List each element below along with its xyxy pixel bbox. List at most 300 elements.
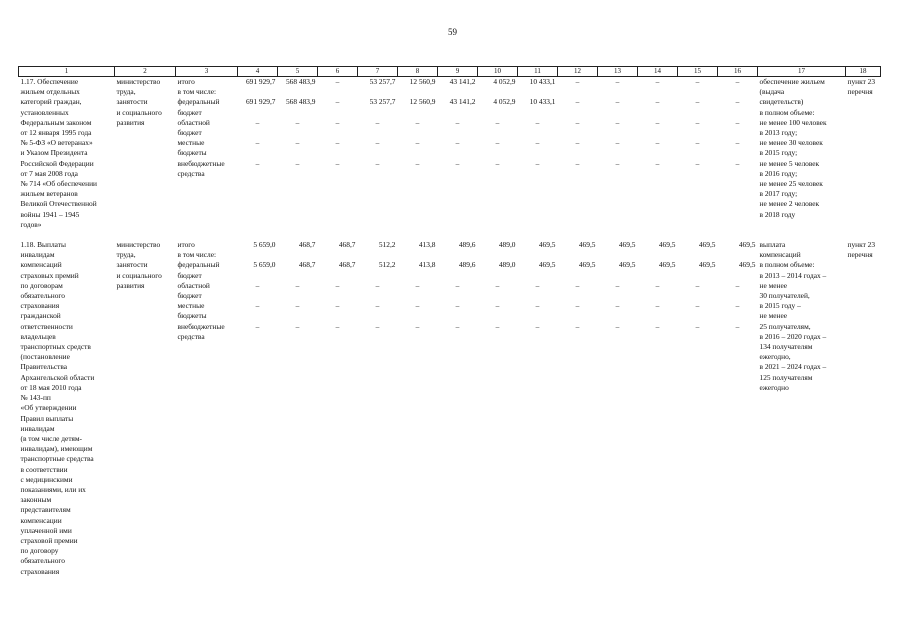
measure-name-line: и Указом Президента	[20, 148, 88, 158]
measure-name-line: инвалидам), имеющим	[20, 444, 93, 454]
value: –	[655, 158, 660, 168]
measure-name-line: ответственности	[20, 321, 73, 331]
expected-result-line: свидетельств)	[759, 97, 804, 107]
column-header: 3	[176, 67, 238, 77]
value: –	[695, 280, 700, 290]
value: –	[295, 301, 300, 311]
responsible-executor-line: развития	[116, 117, 145, 127]
measure-name-line: законным	[20, 495, 52, 505]
value	[480, 87, 516, 97]
funding-source-label-line: в том числе:	[177, 87, 217, 97]
measure-name-line: в соответствии	[20, 464, 68, 474]
value: 43 141,2	[449, 77, 476, 86]
measure-name-line: 1.17. Обеспечение	[20, 77, 79, 86]
measure-name-line: транспортные средства	[20, 454, 94, 464]
value: 10 433,1	[529, 97, 556, 107]
expected-result-line: в 2016 – 2020 годах –	[759, 331, 827, 341]
value: –	[535, 138, 540, 148]
value	[240, 87, 276, 97]
funding-source-label	[178, 301, 236, 321]
measure-name-line: обязательного	[20, 291, 65, 301]
expected-result	[758, 77, 846, 231]
value: 469,5	[698, 240, 716, 250]
table-body	[19, 77, 881, 577]
value: –	[615, 301, 620, 311]
value: –	[375, 280, 380, 290]
funding-source-label	[178, 260, 236, 280]
value: –	[735, 158, 740, 168]
value: –	[255, 301, 260, 311]
measure-name-line: войны 1941 – 1945	[20, 209, 80, 219]
value: –	[495, 280, 500, 290]
value: –	[415, 280, 420, 290]
value: –	[575, 158, 580, 168]
value: –	[415, 138, 420, 148]
column-header: 6	[318, 67, 358, 77]
funding-source-label	[178, 77, 236, 87]
value: –	[575, 77, 580, 86]
value-cell	[558, 77, 598, 231]
measure-name-line: от 7 мая 2008 года	[20, 168, 78, 178]
funding-source-label-line: бюджеты	[177, 311, 207, 321]
value: –	[455, 138, 460, 148]
value-cell	[358, 240, 398, 577]
measure-name-line: № 5-ФЗ «О ветеранах»	[20, 138, 93, 148]
expected-result	[758, 240, 846, 577]
measure-name-line: страхования	[20, 301, 60, 311]
value: –	[615, 97, 620, 107]
measure-name	[19, 240, 115, 577]
reference-line: перечня	[847, 87, 873, 97]
column-header: 1	[19, 67, 115, 77]
value: –	[455, 280, 460, 290]
value: –	[535, 321, 540, 331]
measure-name-line: Архангельской области	[20, 372, 95, 382]
value: –	[615, 138, 620, 148]
funding-sources	[176, 77, 238, 231]
measure-name-line: (в том числе детям-	[20, 433, 82, 443]
value: –	[335, 321, 340, 331]
value	[400, 87, 436, 97]
value: –	[695, 321, 700, 331]
value: –	[535, 301, 540, 311]
measure-name-line: Великой Отечественной	[20, 199, 97, 209]
funding-source-label-line: итого	[177, 240, 195, 250]
value: –	[655, 117, 660, 127]
measure-name-line: категорий граждан,	[20, 97, 82, 107]
value: 413,8	[418, 240, 436, 250]
expected-result-line: 134 получателям	[759, 342, 813, 352]
expected-result-line: в 2021 – 2024 годах –	[759, 362, 827, 372]
value	[320, 87, 356, 97]
value: –	[535, 117, 540, 127]
column-header: 14	[638, 67, 678, 77]
value	[600, 87, 636, 97]
value: –	[735, 280, 740, 290]
measure-name-line: (постановление	[20, 352, 70, 362]
value: –	[735, 138, 740, 148]
value-cell	[318, 77, 358, 231]
funding-source-label-line: местные	[177, 301, 205, 311]
value-cell	[598, 77, 638, 231]
expected-result-line: в 2013 году;	[759, 128, 798, 138]
funding-source-label-line: средства	[177, 168, 205, 178]
measure-name-line: Правительства	[20, 362, 68, 372]
value-cell	[278, 240, 318, 577]
value: –	[455, 117, 460, 127]
value: 469,5	[738, 240, 756, 250]
value	[440, 250, 476, 260]
value	[240, 250, 276, 260]
value: 413,8	[418, 260, 436, 270]
value: 489,0	[498, 260, 516, 270]
reference-line: пункт 23	[847, 77, 876, 86]
value: –	[295, 158, 300, 168]
value-cell	[598, 240, 638, 577]
value: 469,5	[538, 240, 556, 250]
value: –	[655, 301, 660, 311]
row-spacer-cell	[19, 230, 881, 240]
value: –	[335, 97, 340, 107]
value: –	[375, 138, 380, 148]
expected-result-line: 25 получателям,	[759, 321, 811, 331]
value: –	[655, 321, 660, 331]
measure-name-line: Правил выплаты	[20, 413, 74, 423]
column-header: 10	[478, 67, 518, 77]
expected-result-line: 30 получателей,	[759, 291, 810, 301]
value-cell	[518, 77, 558, 231]
table-row	[19, 240, 881, 577]
expected-result-line: в 2015 году;	[759, 148, 798, 158]
expected-result-line: не менее 30 человек	[759, 138, 823, 148]
funding-source-label-line: внебюджетные	[177, 158, 225, 168]
funding-source-label-line: итого	[177, 77, 195, 86]
value: –	[615, 77, 620, 86]
value: –	[535, 280, 540, 290]
column-header: 17	[758, 67, 846, 77]
value: 43 141,2	[449, 97, 476, 107]
funding-source-label	[178, 97, 236, 117]
expected-result-line: в полном объеме:	[759, 260, 815, 270]
value	[640, 87, 676, 97]
responsible-executor-line: и социального	[116, 107, 162, 117]
reference	[846, 77, 881, 231]
value: 691 929,7	[245, 97, 276, 107]
value: –	[575, 321, 580, 331]
funding-source-label	[178, 159, 236, 179]
column-header: 5	[278, 67, 318, 77]
expected-result-line: не менее 100 человек	[759, 117, 827, 127]
value: 691 929,7	[245, 77, 276, 86]
column-header: 13	[598, 67, 638, 77]
measure-name-line: с медицинскими	[20, 474, 73, 484]
expected-result-line: в 2016 году;	[759, 168, 798, 178]
value: 568 483,9	[285, 77, 316, 86]
responsible-executor-line: развития	[116, 280, 145, 290]
measure-name-line: жильем ветеранов	[20, 189, 78, 199]
responsible-executor-line: министерство	[116, 240, 161, 250]
value-cell	[238, 240, 278, 577]
value: –	[735, 321, 740, 331]
measure-name-line: инвалидам	[20, 250, 55, 260]
measure-name-line: показаниями, или их	[20, 484, 86, 494]
value: –	[615, 280, 620, 290]
value: –	[695, 77, 700, 86]
value: –	[695, 117, 700, 127]
value: –	[255, 138, 260, 148]
funding-source-label	[178, 281, 236, 301]
value	[600, 250, 636, 260]
expected-result-line: выплата	[759, 240, 786, 250]
funding-source-label	[178, 250, 236, 260]
value: 469,5	[698, 260, 716, 270]
reference	[846, 240, 881, 577]
value: –	[735, 77, 740, 86]
value: 469,5	[578, 240, 596, 250]
measure-name-line: жильем отдельных	[20, 87, 80, 97]
value	[640, 250, 676, 260]
value	[480, 250, 516, 260]
value-cell	[718, 77, 758, 231]
measure-name-line: обязательного	[20, 556, 65, 566]
value	[320, 250, 356, 260]
funding-source-label-line: областной	[177, 280, 210, 290]
funding-source-label-line: бюджет	[177, 291, 202, 300]
responsible-executor	[115, 240, 176, 577]
measure-name-line: «Об утверждении	[20, 403, 77, 413]
value: –	[455, 301, 460, 311]
value: –	[575, 280, 580, 290]
funding-source-label	[178, 87, 236, 97]
measure-name-line: страховых премий	[20, 270, 79, 280]
value: 568 483,9	[285, 97, 316, 107]
value: –	[335, 138, 340, 148]
column-header: 4	[238, 67, 278, 77]
funding-source-label-line: федеральный	[177, 260, 220, 270]
value: –	[655, 280, 660, 290]
value: 5 659,0	[253, 260, 276, 270]
measure-name-line: компенсации	[20, 515, 62, 525]
value: –	[255, 280, 260, 290]
column-header: 11	[518, 67, 558, 77]
value: –	[615, 117, 620, 127]
funding-source-label-line: в том числе:	[177, 250, 217, 260]
expected-result-line: в 2013 – 2014 годах –	[759, 270, 827, 280]
value	[280, 250, 316, 260]
value: 469,5	[658, 260, 676, 270]
value: –	[615, 158, 620, 168]
funding-source-label	[178, 322, 236, 342]
value: –	[295, 280, 300, 290]
reference-line: перечня	[847, 250, 873, 260]
value-cell	[438, 77, 478, 231]
value: 10 433,1	[529, 77, 556, 86]
value: –	[455, 158, 460, 168]
measure-name-line: Российской Федерации	[20, 158, 94, 168]
column-header: 7	[358, 67, 398, 77]
funding-source-label	[178, 118, 236, 138]
value: –	[295, 321, 300, 331]
responsible-executor	[115, 77, 176, 231]
value: –	[655, 97, 660, 107]
value-cell	[678, 77, 718, 231]
column-number-row	[19, 67, 881, 77]
value-cell	[358, 77, 398, 231]
measure-name-line: страхования	[20, 566, 60, 576]
value: –	[255, 321, 260, 331]
value	[440, 87, 476, 97]
value: –	[375, 301, 380, 311]
value: –	[375, 117, 380, 127]
funding-source-label-line: бюджет	[177, 270, 202, 280]
value: 469,5	[658, 240, 676, 250]
value: 469,5	[578, 260, 596, 270]
value: 4 052,9	[493, 77, 516, 86]
value: –	[335, 158, 340, 168]
value: 468,7	[298, 260, 316, 270]
value: –	[335, 280, 340, 290]
value	[680, 250, 716, 260]
responsible-executor-line: труда,	[116, 87, 136, 97]
column-header: 16	[718, 67, 758, 77]
value: 489,0	[498, 240, 516, 250]
funding-source-label-line: бюджет	[177, 107, 202, 117]
value: –	[695, 97, 700, 107]
value	[680, 87, 716, 97]
measure-name-line: страховой премии	[20, 535, 78, 545]
value: –	[575, 138, 580, 148]
measure-name-line: годов»	[20, 219, 42, 229]
value	[360, 250, 396, 260]
funding-source-label-line: федеральный	[177, 97, 220, 107]
value-cell	[518, 240, 558, 577]
expected-result-line: не менее 25 человек	[759, 179, 823, 189]
value: –	[695, 138, 700, 148]
value-cell	[638, 77, 678, 231]
expected-result-line: компенсаций	[759, 250, 801, 260]
value: –	[695, 158, 700, 168]
value: –	[535, 158, 540, 168]
measure-name-line: компенсаций	[20, 260, 62, 270]
page-number: 59	[448, 27, 457, 37]
expected-result-line: (выдача	[759, 87, 785, 97]
value-cell	[478, 77, 518, 231]
expected-result-line: в 2018 году	[759, 209, 796, 219]
column-header: 12	[558, 67, 598, 77]
value: 53 257,7	[369, 97, 396, 107]
funding-source-label	[178, 240, 236, 250]
measure-name-line: по договору	[20, 546, 59, 556]
value: –	[375, 321, 380, 331]
measure-name-line: установленных	[20, 107, 69, 117]
funding-source-label-line: внебюджетные	[177, 321, 225, 331]
funding-source-label-line: средства	[177, 331, 205, 341]
value: 469,5	[618, 240, 636, 250]
value: 512,2	[378, 260, 396, 270]
value: –	[415, 117, 420, 127]
value: 12 560,9	[409, 77, 436, 86]
responsible-executor-line: занятости	[116, 260, 148, 270]
value: –	[615, 321, 620, 331]
value: –	[575, 117, 580, 127]
measure-name-line: гражданской	[20, 311, 61, 321]
expected-result-line: не менее	[759, 280, 788, 290]
table-row	[19, 77, 881, 231]
value: –	[495, 138, 500, 148]
measure-name-line: уплаченной ими	[20, 525, 72, 535]
value: –	[255, 158, 260, 168]
measure-name-line: № 714 «Об обеспечении	[20, 179, 97, 189]
measure-name-line: от 12 января 1995 года	[20, 128, 92, 138]
measure-name-line: от 18 мая 2010 года	[20, 382, 82, 392]
value: 489,6	[458, 240, 476, 250]
value: 468,7	[338, 260, 356, 270]
value: –	[655, 77, 660, 86]
value: –	[255, 117, 260, 127]
value: –	[455, 321, 460, 331]
measure-name-line: владельцев	[20, 331, 56, 341]
column-header: 18	[846, 67, 881, 77]
expected-result-line: не менее 2 человек	[759, 199, 820, 209]
expected-result-line: обеспечение жильем	[759, 77, 825, 86]
expected-result-line: не менее	[759, 311, 788, 321]
value: 469,5	[538, 260, 556, 270]
measure-name-line: представителям	[20, 505, 71, 515]
value: –	[735, 117, 740, 127]
value-cell	[318, 240, 358, 577]
value-cell	[478, 240, 518, 577]
value: –	[575, 301, 580, 311]
measure-name-line: 1.18. Выплаты	[20, 240, 66, 250]
value: –	[415, 321, 420, 331]
value: 469,5	[738, 260, 756, 270]
measure-name-line: Федеральным законом	[20, 117, 92, 127]
value: –	[575, 97, 580, 107]
value: 468,7	[298, 240, 316, 250]
value	[720, 87, 756, 97]
expected-result-line: ежегодно,	[759, 352, 791, 362]
row-spacer	[19, 230, 881, 240]
value: 469,5	[618, 260, 636, 270]
value	[280, 87, 316, 97]
value-cell	[718, 240, 758, 577]
expected-result-line: в 2015 году –	[759, 301, 801, 311]
measure-name-line: № 143-пп	[20, 393, 51, 403]
value: –	[295, 138, 300, 148]
measure-name-line: транспортных средств	[20, 342, 91, 352]
value: –	[335, 77, 340, 86]
value	[560, 87, 596, 97]
program-table	[18, 66, 881, 577]
value	[560, 250, 596, 260]
value: 512,2	[378, 240, 396, 250]
responsible-executor-line: и социального	[116, 270, 162, 280]
funding-sources	[176, 240, 238, 577]
value: –	[695, 301, 700, 311]
value-cell	[678, 240, 718, 577]
value	[400, 250, 436, 260]
value	[720, 250, 756, 260]
value: 12 560,9	[409, 97, 436, 107]
value: 53 257,7	[369, 77, 396, 86]
value: –	[415, 158, 420, 168]
reference-line: пункт 23	[847, 240, 876, 250]
value: –	[335, 301, 340, 311]
value: 4 052,9	[493, 97, 516, 107]
value: –	[295, 117, 300, 127]
responsible-executor-line: занятости	[116, 97, 148, 107]
value: –	[335, 117, 340, 127]
